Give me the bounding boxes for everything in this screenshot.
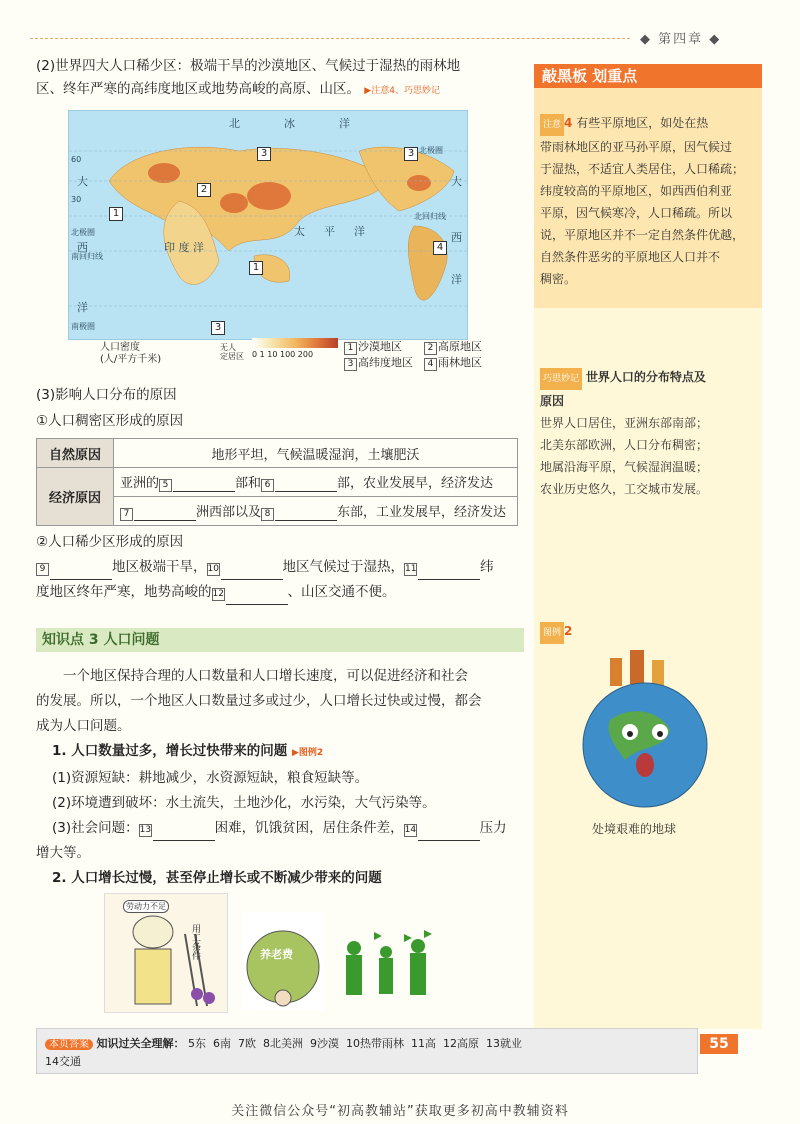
cartoon-labor-shortage — [104, 893, 228, 1013]
answer-tag: 本页答案 — [45, 1039, 93, 1050]
blank-8[interactable] — [275, 504, 337, 521]
econ-a-post: 部，农业发展早，经济发达 — [337, 476, 494, 491]
section2-line2-text: 区、终年严寒的高纬度地区或地势高峻的高原、山区。 — [36, 81, 360, 97]
ocean-label: 大 — [77, 175, 88, 188]
rare-line1: 9 地区极端干旱，10 地区气候过于湿热，11 纬 — [36, 555, 518, 580]
blank-9[interactable] — [50, 563, 112, 580]
note-line: 平原，因气候寒冷，人口稀疏。所以 — [540, 206, 733, 220]
side-header — [534, 64, 762, 88]
header-rule — [30, 38, 630, 39]
problem-2: (2)环境遭到破坏：水土流失，土地沙化，水污染，大气污染等。 — [52, 795, 436, 811]
ocean-label: 冰 — [284, 117, 295, 130]
latitude-label: 南回归线 — [71, 252, 103, 261]
section2-line2 — [36, 78, 518, 103]
knowledge-point-3-heading: 知识点 3 人口问题 — [36, 628, 524, 652]
answer-item: 5东 — [188, 1037, 206, 1050]
region-marker-rainforest: 4 — [433, 241, 447, 255]
legend-unit: (人/平方千米) — [100, 354, 162, 365]
problem-1: (1)资源短缺：耕地减少，水资源短缺，粮食短缺等。 — [52, 770, 369, 786]
legend-gradient — [252, 338, 338, 348]
legend-item-highlat — [344, 354, 413, 371]
cartoon-pension — [242, 912, 324, 1010]
answer-item: 7欧 — [238, 1037, 256, 1050]
note-number: 4 — [564, 116, 573, 130]
rare-d: 度地区终年严寒，地势高峻的 — [36, 584, 212, 600]
answer-line-1 — [45, 1035, 522, 1051]
heading-1 — [36, 739, 518, 766]
section3-title: (3)影响人口分布的原因 — [36, 387, 177, 403]
dense-reason-table — [36, 438, 518, 526]
map-legend — [100, 338, 520, 370]
row-natural-val: 地形平坦，气候温暖湿润，土壤肥沃 — [114, 439, 518, 468]
south-america-shape — [408, 226, 447, 300]
problem-4: 增大等。 — [36, 845, 90, 861]
tip-line: 北美东部欧洲，人口分布稠密； — [540, 438, 709, 452]
earth-illustration — [570, 650, 720, 815]
answer-item: 10热带雨林 — [346, 1037, 404, 1050]
region-marker-high-latitude: 3 — [404, 147, 418, 161]
ocean-label: 西 — [451, 231, 462, 244]
heading-2: 2. 人口增长过慢，甚至停止增长或不断减少带来的问题 — [52, 870, 382, 886]
legend-scale: 0 1 10 100 200 — [252, 350, 314, 359]
ocean-label: 洋 — [77, 301, 88, 314]
blank-7[interactable] — [134, 504, 196, 521]
page-number: 55 — [700, 1034, 738, 1054]
region-marker-desert: 1 — [109, 207, 123, 221]
legend-none2: 定居区 — [220, 352, 244, 361]
latitude-label: 30 — [71, 195, 82, 204]
econ-b-pre: 洲西部以及 — [196, 505, 262, 520]
row-economic-a: 亚洲的 5 部和 6 部，农业发展早，经济发达 — [114, 468, 518, 497]
section2-line1: (2)世界四大人口稀少区：极端干旱的沙漠地区、气候过于湿热的雨林地 — [36, 58, 461, 74]
population-problem-section — [36, 664, 518, 891]
heading-1-tag[interactable]: ▶图例2 — [291, 748, 324, 758]
cartoon-soldiers — [334, 930, 440, 1012]
note-line: 说，平原地区并不一定自然条件优越， — [540, 228, 745, 242]
para-line2: 的发展。所以，一个地区人口数量过多或过少，人口增长过快或过慢，都会 — [36, 693, 482, 709]
row-natural-head: 自然原因 — [37, 439, 114, 468]
rare-e: 、山区交通不便。 — [287, 584, 396, 600]
blank-12[interactable] — [226, 588, 288, 605]
ocean-label: 洋 — [354, 225, 365, 238]
para-line3: 成为人口问题。 — [36, 718, 131, 734]
ocean-label: 平 — [324, 225, 335, 238]
map-svg — [69, 111, 467, 339]
legend-num: 4 — [424, 358, 437, 371]
chapter-title: 第四章 — [658, 32, 704, 47]
ocean-label: 洋 — [451, 273, 462, 286]
ocean-label: 太 — [294, 225, 305, 238]
rare-b: 地区气候过于湿热， — [282, 559, 404, 575]
section-3-rare — [36, 530, 518, 605]
legend-title: 人口密度 — [100, 342, 140, 353]
world-population-map — [68, 110, 468, 340]
answer-item: 14交通 — [45, 1055, 81, 1068]
tip-title-text2: 原因 — [540, 394, 565, 408]
section2-tag-text: 注意4、巧思妙记 — [371, 86, 440, 96]
tip-tag: 巧思妙记 — [540, 368, 582, 390]
blank-5[interactable] — [173, 475, 235, 492]
problem-3a: (3)社会问题： — [52, 820, 139, 836]
answer-item: 8北美洲 — [263, 1037, 303, 1050]
heading-1-tag-text: 图例2 — [298, 748, 324, 758]
figure-2-tag — [540, 620, 572, 644]
section3-sub1: ①人口稠密区形成的原因 — [36, 413, 184, 429]
legend-num: 2 — [424, 342, 437, 355]
econ-b-post: 东部，工业发展早，经济发达 — [337, 505, 507, 520]
blank-13[interactable] — [153, 824, 215, 841]
answer-item: 11高 — [411, 1037, 436, 1050]
para-line1: 一个地区保持合理的人口数量和人口增长速度，可以促进经济和社会 — [63, 668, 468, 684]
legend-item-rainforest — [424, 354, 482, 371]
earth-caption: 处境艰难的地球 — [592, 822, 677, 836]
tip-block — [540, 366, 758, 500]
note-line: 纬度较高的平原地区，如西西伯利亚 — [540, 184, 733, 198]
earth-svg — [570, 650, 720, 815]
section2-tag[interactable]: ▶注意4、巧思妙记 — [364, 86, 440, 96]
cartoon-sign: 劳动力不足 — [123, 900, 169, 913]
latitude-label: 北回归线 — [414, 212, 446, 221]
answer-line-2 — [45, 1053, 81, 1069]
legend-item-desert — [344, 338, 402, 355]
section-3-head — [36, 382, 183, 434]
legend-item-text: 雨林地区 — [438, 356, 482, 369]
region-marker-plateau: 2 — [197, 183, 211, 197]
legend-none: 无人 — [220, 343, 236, 352]
problem-3c: 压力 — [479, 820, 507, 836]
chapter-label: ◆ 第四章 ◆ — [640, 32, 722, 47]
region-marker-high-latitude: 3 — [211, 321, 225, 335]
problem-3: (3)社会问题：13 困难，饥饿贫困，居住条件差，14 压力 — [36, 816, 518, 841]
problem-3b: 困难，饥饿贫困，居住条件差， — [214, 820, 404, 836]
row-economic-head: 经济原因 — [37, 468, 114, 526]
latitude-label: 北极圈 — [419, 146, 443, 155]
rare-c: 纬 — [480, 559, 494, 575]
rare-a: 地区极端干旱， — [112, 559, 207, 575]
econ-a-pre: 亚洲的 — [120, 476, 160, 491]
note-line: 带雨林地区的亚马孙平原，因气候过 — [540, 140, 733, 154]
blank-6[interactable] — [275, 475, 337, 492]
legend-item-text: 高原地区 — [438, 340, 482, 353]
tip-line: 地属沿海平原，气候湿润温暖； — [540, 460, 709, 474]
rare-line2: 度地区终年严寒，地势高峻的12 、山区交通不便。 — [36, 580, 518, 605]
answer-bar — [36, 1028, 698, 1074]
tip-line: 世界人口居住，亚洲东部南部； — [540, 416, 709, 430]
legend-num: 1 — [344, 342, 357, 355]
note-tag: 注意 — [540, 114, 564, 136]
soldiers-svg — [334, 930, 440, 1012]
econ-a-mid: 部和 — [235, 476, 262, 491]
answer-item: 13就业 — [486, 1037, 522, 1050]
ocean-label: 北 — [229, 117, 240, 130]
latitude-label: 南极圈 — [71, 322, 95, 331]
legend-item-plateau — [424, 338, 482, 355]
section3-sub2: ②人口稀少区形成的原因 — [36, 534, 184, 550]
ocean-label: 大 — [451, 175, 462, 188]
tip-line: 农业历史悠久，工交城市发展。 — [540, 482, 709, 496]
ocean-label: 西 — [77, 241, 88, 254]
bottom-watermark: 关注微信公众号“初高教辅站”获取更多初高中教辅资料 — [231, 1104, 569, 1119]
legend-num: 3 — [344, 358, 357, 371]
answer-label: 知识过关全理解： — [96, 1037, 185, 1050]
heading-1-text: 1. 人口数量过多，增长过快带来的问题 — [52, 743, 288, 759]
answer-item: 9沙漠 — [310, 1037, 339, 1050]
figure-number: 2 — [564, 624, 573, 638]
figure-tag: 图例 — [540, 622, 564, 644]
region-marker-desert: 1 — [249, 261, 263, 275]
answer-item: 6南 — [213, 1037, 231, 1050]
blank-11[interactable] — [418, 563, 480, 580]
latitude-label: 北极圈 — [71, 228, 95, 237]
legend-item-text: 高纬度地区 — [358, 356, 413, 369]
pension-label: 养老费 — [260, 948, 293, 961]
row-economic-b: 7 洲西部以及 8 东部，工业发展早，经济发达 — [114, 497, 518, 526]
note-line: 有些平原地区，如处在热 — [576, 116, 709, 130]
note-line: 稠密。 — [540, 272, 577, 286]
tip-title — [540, 366, 758, 390]
region-marker-high-latitude: 3 — [257, 147, 271, 161]
ocean-label: 洋 — [339, 117, 350, 130]
note-4 — [540, 112, 758, 290]
latitude-label: 60 — [71, 155, 82, 164]
section-2 — [36, 55, 518, 103]
ocean-label: 印 度 洋 — [164, 241, 204, 254]
blank-10[interactable] — [221, 563, 283, 580]
note-line: 于湿热，不适宜人类居住，人口稀疏； — [540, 162, 745, 176]
side-header-text: 敲黑板 划重点 — [542, 67, 638, 85]
cartoon-sign2: 用工条件 — [190, 924, 200, 960]
tip-title-text: 世界人口的分布特点及 — [585, 370, 706, 384]
blank-14[interactable] — [418, 824, 480, 841]
note-first-line — [540, 112, 758, 136]
legend-item-text: 沙漠地区 — [358, 340, 402, 353]
answer-item: 12高原 — [443, 1037, 479, 1050]
note-line: 自然条件恶劣的平原地区人口并不 — [540, 250, 721, 264]
